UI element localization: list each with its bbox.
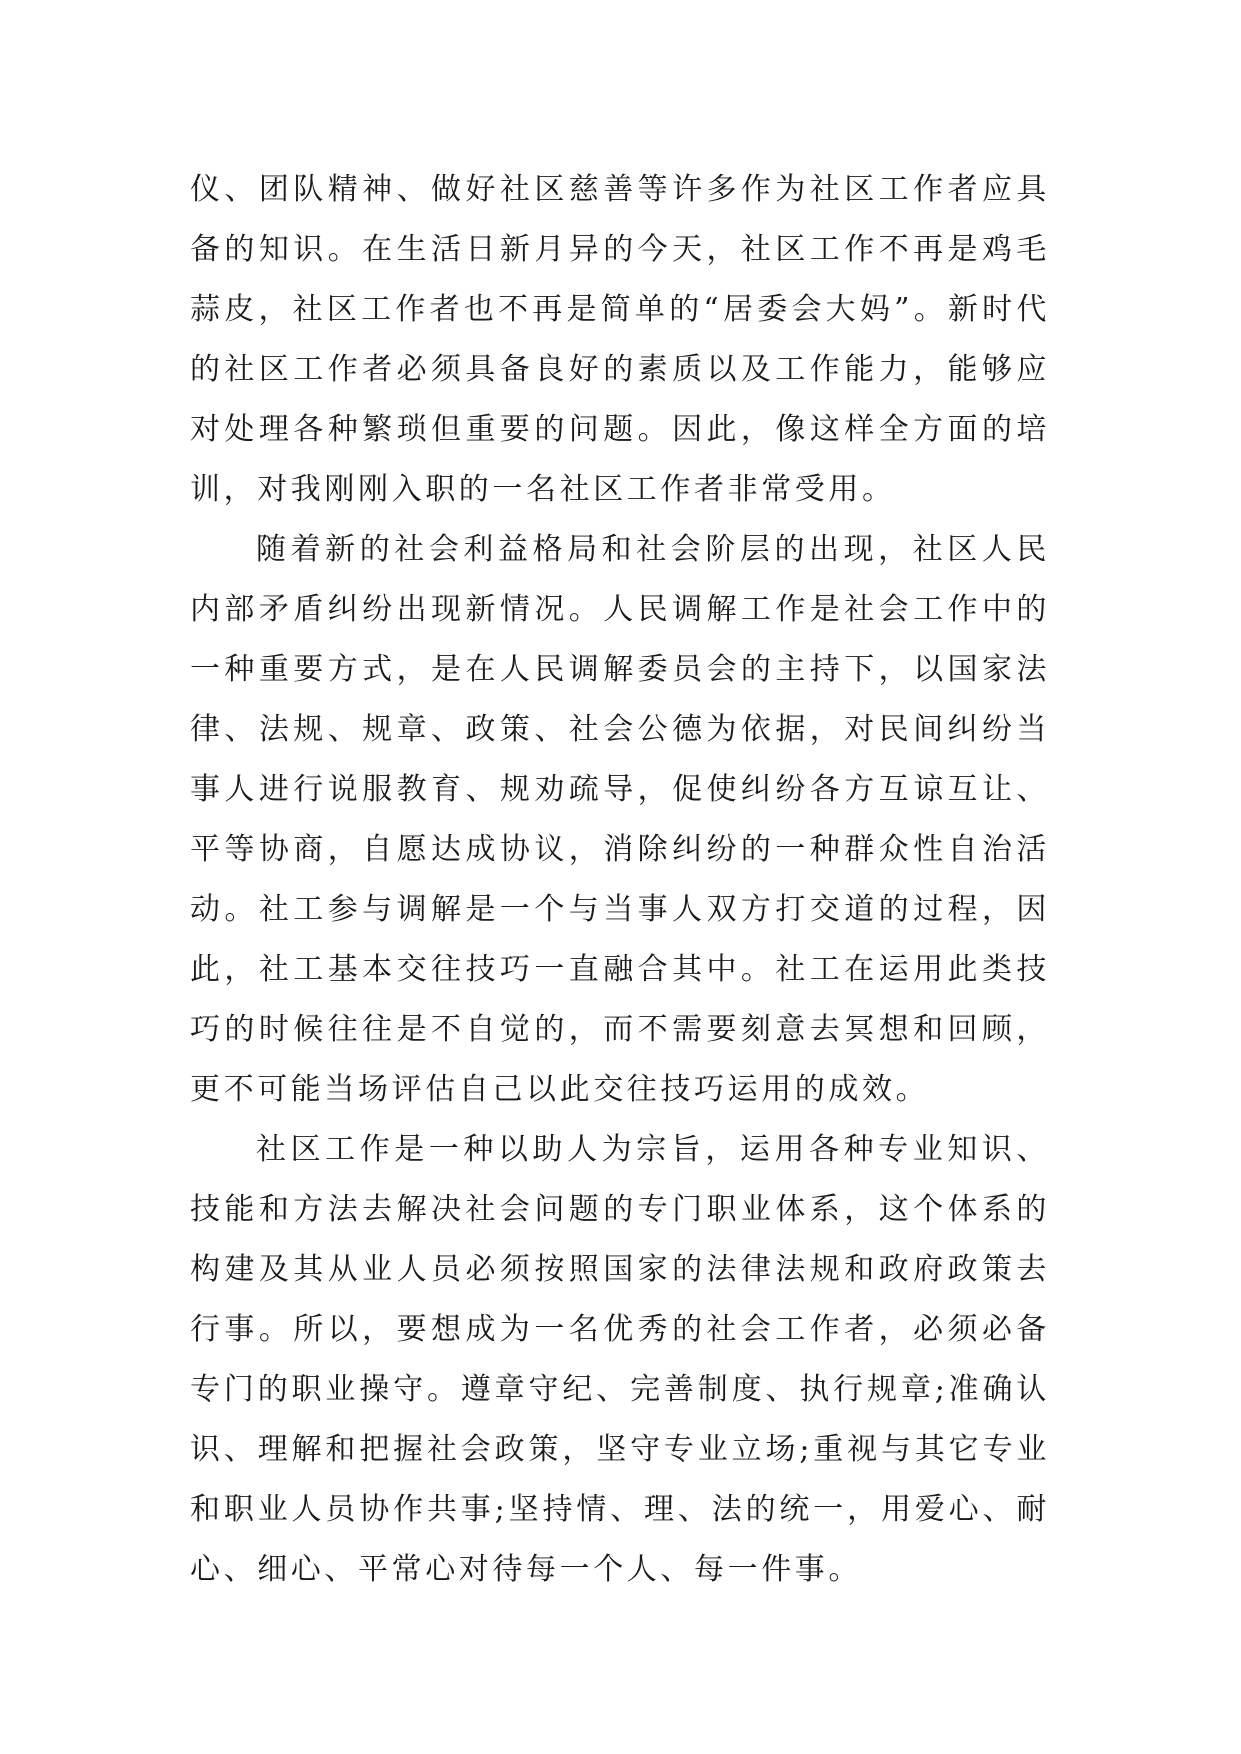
paragraph-1: 仪、团队精神、做好社区慈善等许多作为社区工作者应具备的知识。在生活日新月异的今天，社区工作不再是鸡毛蒜皮，社区工作者也不再是简单的“居委会大妈”。新时代的社区工作者必须具备良好的素质以及工作能力，能够应对处理各种繁琐但重要的问题。因此，像这样全方面的培训，对我刚刚入职的一名社区工作者非常受用。 bbox=[190, 172, 1050, 507]
document-body bbox=[190, 160, 1050, 1600]
paragraph-3: 社区工作是一种以助人为宗旨，运用各种专业知识、技能和方法去解决社会问题的专门职业体系，这个体系的构建及其从业人员必须按照国家的法律法规和政府政策去行事。所以，要想成为一名优秀的社会工作者，必须必备专门的职业操守。遵章守纪、完善制度、执行规章;准确认识、理解和把握社会政策，坚守专业立场;重视与其它专业和职业人员协作共事;坚持情、理、法的统一，用爱心、耐心、细心、平常心对待每一个人、每一件事。 bbox=[190, 1132, 1050, 1587]
paragraph-2: 随着新的社会利益格局和社会阶层的出现，社区人民内部矛盾纠纷出现新情况。人民调解工作是社会工作中的一种重要方式，是在人民调解委员会的主持下，以国家法律、法规、规章、政策、社会公德为依据，对民间纠纷当事人进行说服教育、规劝疏导，促使纠纷各方互谅互让、平等协商，自愿达成协议，消除纠纷的一种群众性自治活动。社工参与调解是一个与当事人双方打交道的过程，因此，社工基本交往技巧一直融合其中。社工在运用此类技巧的时候往往是不自觉的，而不需要刻意去冥想和回顾，更不可能当场评估自己以此交往技巧运用的成效。 bbox=[190, 532, 1050, 1107]
